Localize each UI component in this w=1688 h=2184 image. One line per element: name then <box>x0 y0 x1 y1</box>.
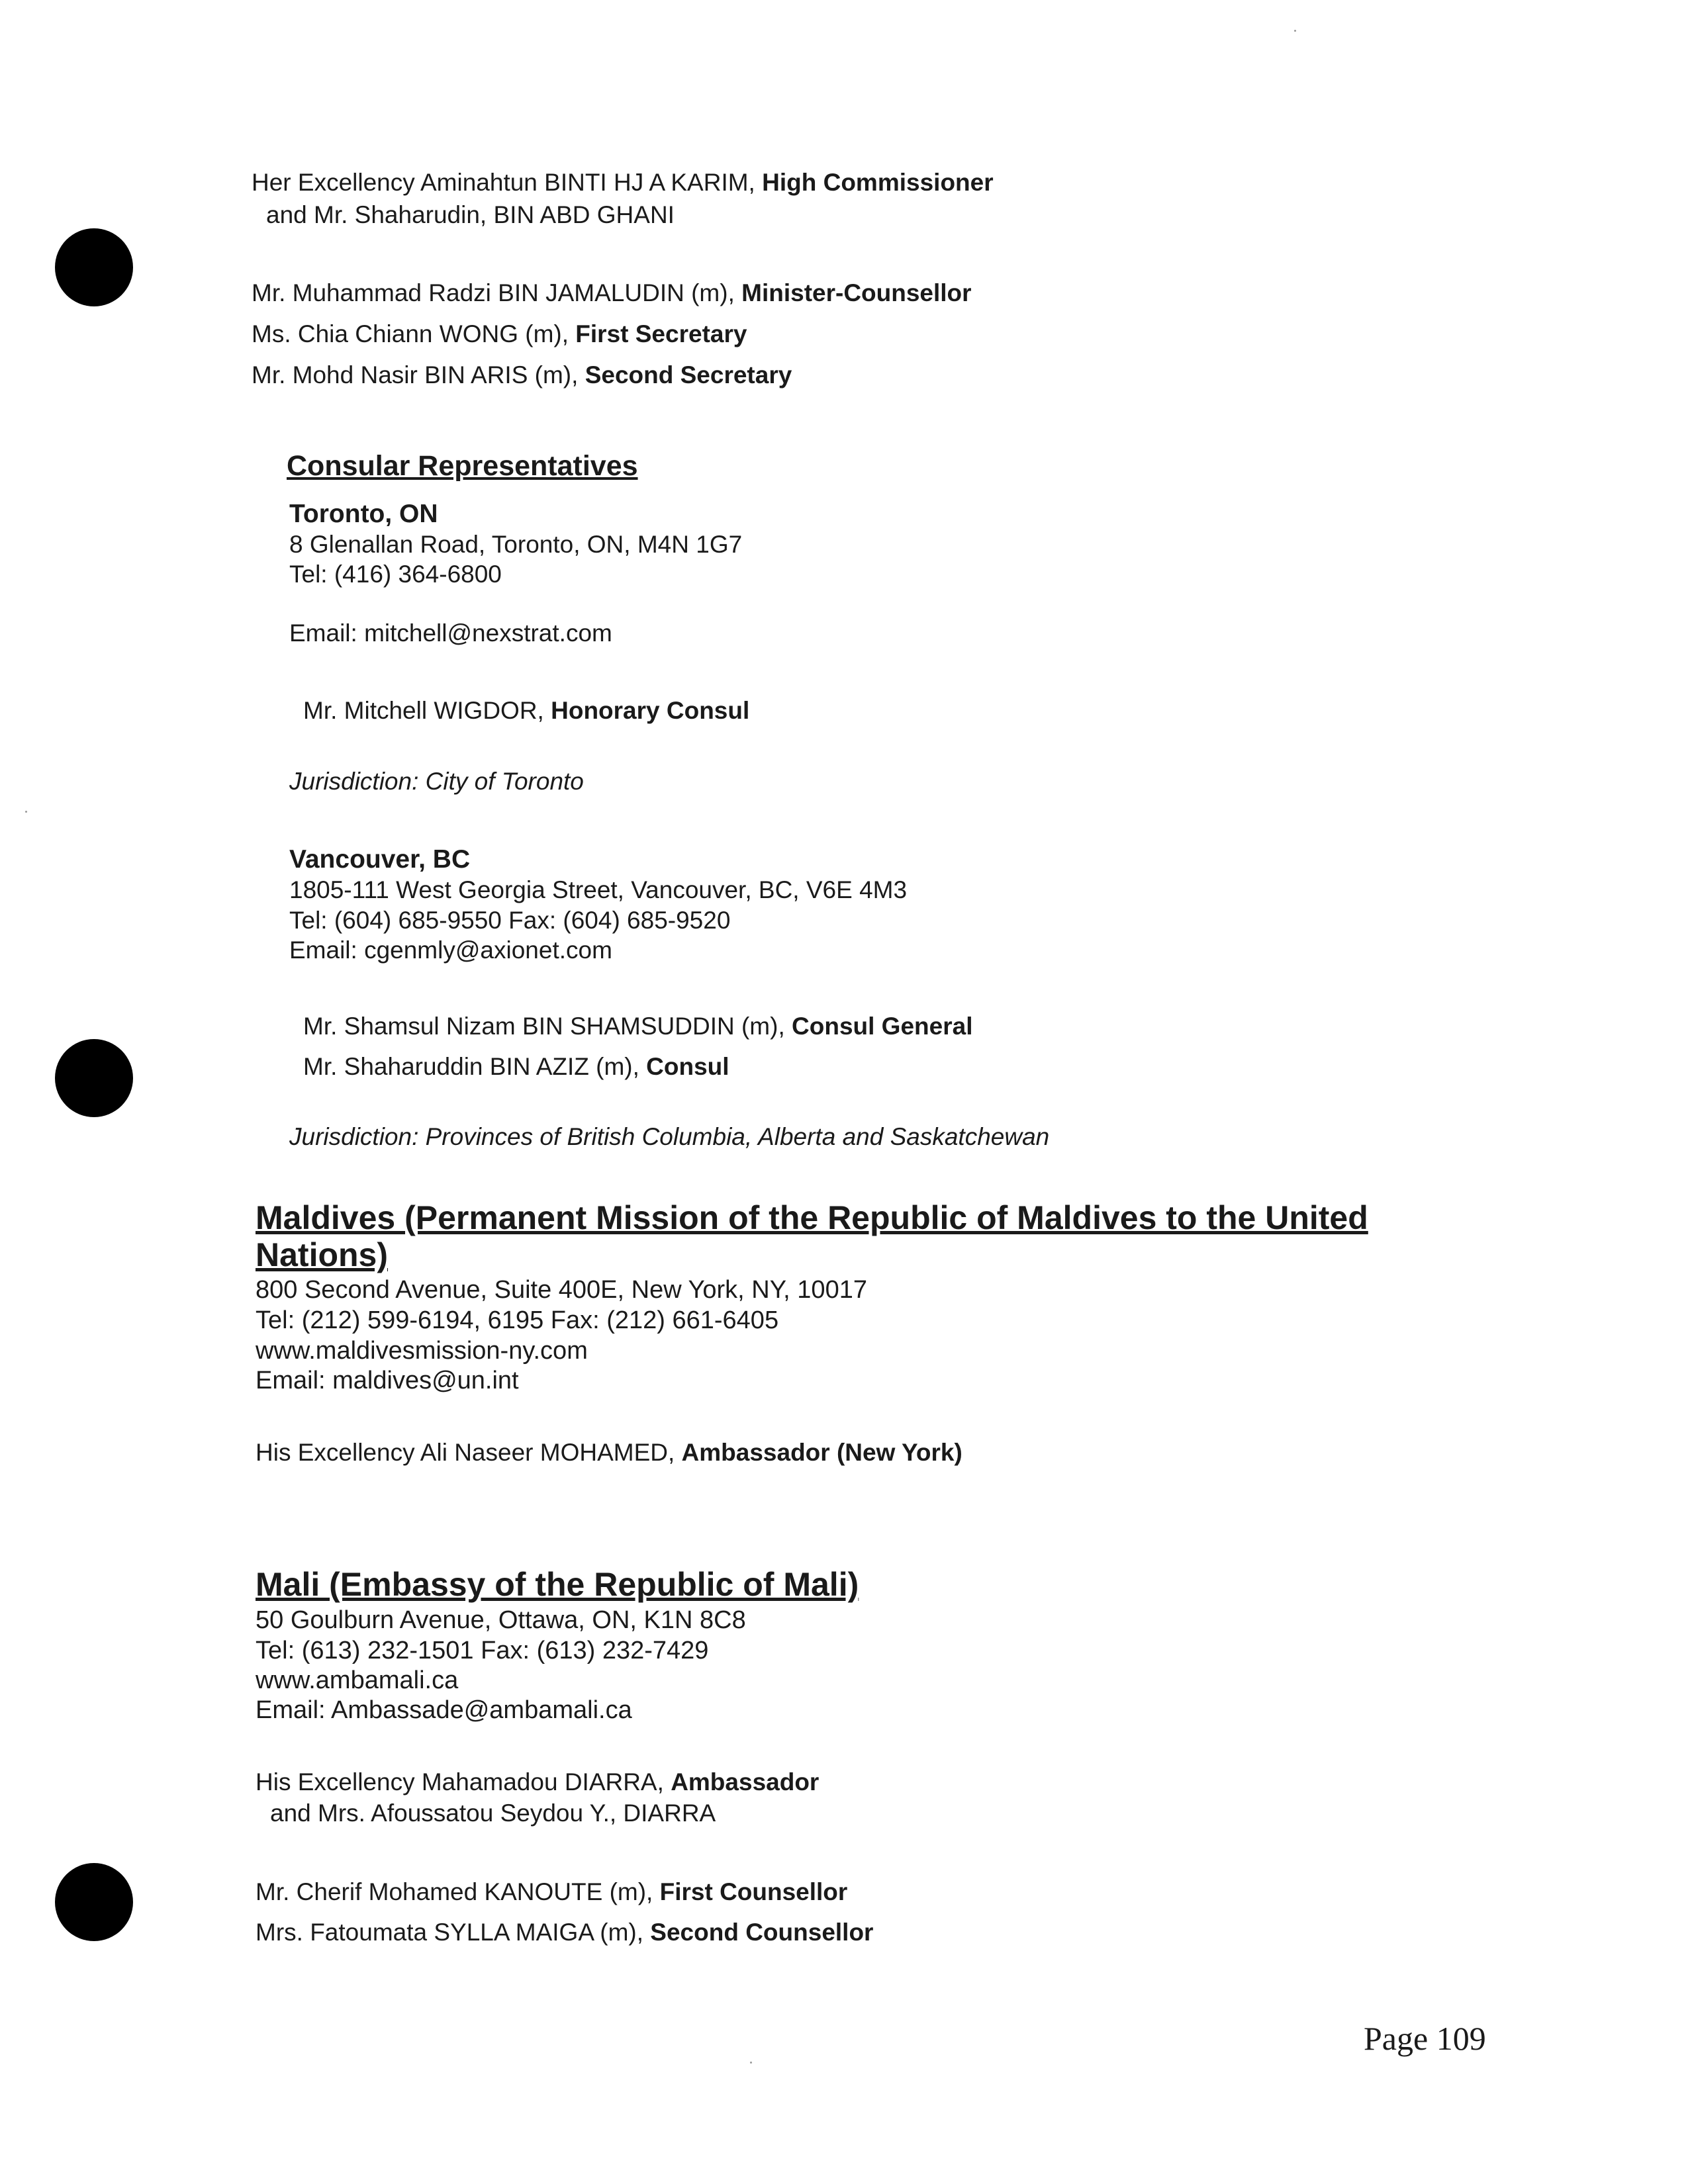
staff-title: Second Counsellor <box>650 1919 874 1946</box>
vancouver-city: Vancouver, BC <box>289 845 471 874</box>
punch-hole-middle <box>55 1039 133 1117</box>
mali-ambassador-spouse: and Mrs. Afoussatou Seydou Y., DIARRA <box>270 1799 716 1827</box>
punch-hole-top <box>55 228 133 306</box>
high-commissioner-name: Her Excellency Aminahtun BINTI HJ A KARIM, <box>252 169 763 196</box>
staff-name: Mrs. Fatoumata SYLLA MAIGA (m), <box>256 1919 651 1946</box>
staff-line <box>303 1052 729 1082</box>
ambassador-name: His Excellency Ali Naseer MOHAMED, <box>256 1439 682 1466</box>
scan-speck <box>25 811 27 813</box>
vancouver-email: Email: cgenmly@axionet.com <box>289 936 612 964</box>
toronto-city: Toronto, ON <box>289 500 438 528</box>
maldives-ambassador-line <box>256 1437 962 1468</box>
staff-name: Mr. Shaharuddin BIN AZIZ (m), <box>303 1053 647 1080</box>
ambassador-title: Ambassador (New York) <box>681 1439 962 1466</box>
staff-name: Mr. Shamsul Nizam BIN SHAMSUDDIN (m), <box>303 1013 792 1040</box>
mali-website: www.ambamali.ca <box>256 1666 459 1694</box>
staff-title: First Counsellor <box>659 1878 848 1905</box>
staff-title: Consul General <box>792 1013 973 1040</box>
staff-title: Second Secretary <box>585 361 792 388</box>
ambassador-name: His Excellency Mahamadou DIARRA, <box>256 1768 671 1796</box>
staff-title: Consul <box>646 1053 729 1080</box>
high-commissioner-title: High Commissioner <box>762 169 994 196</box>
high-commissioner-line <box>252 167 994 198</box>
ambassador-title: Ambassador <box>671 1768 820 1796</box>
staff-line <box>256 1917 873 1948</box>
staff-line <box>252 278 972 308</box>
mali-ambassador-line <box>256 1767 819 1797</box>
mali-address: 50 Goulburn Avenue, Ottawa, ON, K1N 8C8 <box>256 1606 746 1634</box>
high-commissioner-spouse: and Mr. Shaharudin, BIN ABD GHANI <box>266 201 675 228</box>
staff-line <box>252 360 792 390</box>
staff-title: First Secretary <box>575 320 747 347</box>
maldives-website: www.maldivesmission-ny.com <box>256 1337 588 1365</box>
maldives-tel: Tel: (212) 599-6194, 6195 Fax: (212) 661-6405 <box>256 1306 779 1334</box>
toronto-consul-line <box>303 696 749 726</box>
staff-name: Ms. Chia Chiann WONG (m), <box>252 320 576 347</box>
staff-name: Mr. Cherif Mohamed KANOUTE (m), <box>256 1878 660 1905</box>
toronto-tel: Tel: (416) 364-6800 <box>289 561 502 588</box>
toronto-address: 8 Glenallan Road, Toronto, ON, M4N 1G7 <box>289 531 743 558</box>
staff-line <box>303 1011 972 1042</box>
mali-tel: Tel: (613) 232-1501 Fax: (613) 232-7429 <box>256 1637 709 1664</box>
punch-hole-bottom <box>55 1863 133 1941</box>
maldives-email: Email: maldives@un.int <box>256 1367 519 1394</box>
maldives-address: 800 Second Avenue, Suite 400E, New York, NY, 10017 <box>256 1276 867 1304</box>
vancouver-jurisdiction: Jurisdiction: Provinces of British Columbia, Alberta and Saskatchewan <box>289 1123 1050 1150</box>
mali-heading: Mali (Embassy of the Republic of Mali) <box>256 1566 859 1603</box>
staff-name: Mr. Muhammad Radzi BIN JAMALUDIN (m), <box>252 279 742 306</box>
toronto-email: Email: mitchell@nexstrat.com <box>289 619 612 647</box>
vancouver-address: 1805-111 West Georgia Street, Vancouver, BC, V6E 4M3 <box>289 876 908 903</box>
staff-name: Mr. Mohd Nasir BIN ARIS (m), <box>252 361 585 388</box>
staff-line <box>256 1877 847 1907</box>
consular-representatives-heading: Consular Representatives <box>287 450 638 482</box>
scan-speck <box>750 2062 752 2064</box>
maldives-heading-line1: Maldives (Permanent Mission of the Republic of Maldives to the United <box>256 1199 1368 1236</box>
page-number: Page 109 <box>1364 2020 1486 2057</box>
consul-name: Mr. Mitchell WIGDOR, <box>303 697 551 724</box>
staff-line <box>252 319 747 349</box>
maldives-heading-line2: Nations) <box>256 1236 388 1273</box>
mali-email: Email: Ambassade@ambamali.ca <box>256 1696 632 1724</box>
toronto-jurisdiction: Jurisdiction: City of Toronto <box>289 768 584 795</box>
scan-speck <box>1294 30 1296 32</box>
staff-title: Minister-Counsellor <box>741 279 972 306</box>
consul-title: Honorary Consul <box>551 697 750 724</box>
vancouver-tel: Tel: (604) 685-9550 Fax: (604) 685-9520 <box>289 907 731 934</box>
